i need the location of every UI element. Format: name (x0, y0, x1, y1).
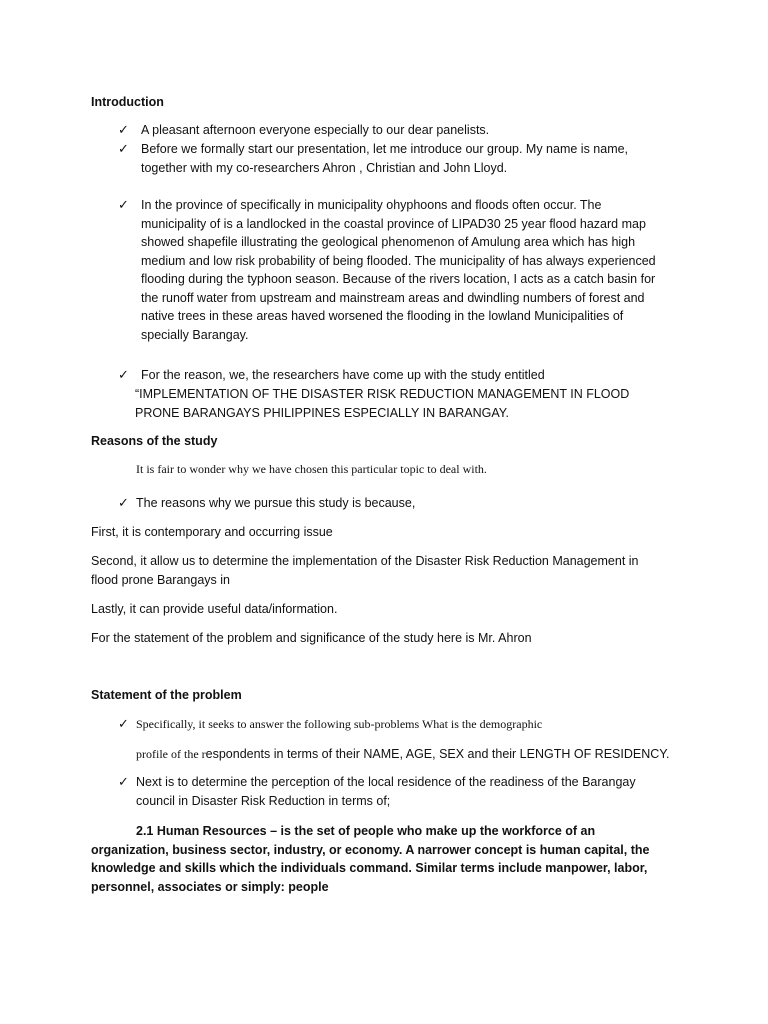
reasons-heading: Reasons of the study (91, 434, 218, 448)
intro-bullet-3: In the province of specifically in municipality ohyphoons and floods often occur. The municipality of is a landlocked in the coastal province of LIPAD30 25 year flood hazard map showed shapefile illustrating the geological phenomenon of Amulung area which has high medium and low risk probability of being flooded. The municipality of has always experienced flooding during the typhoon season. Because of the rivers location, I acts as a catch basin for the runoff water from upstream and mainstream areas and dwindling numbers of forest and native trees in these areas haved worsened the flooding in the lowland Municipalities of specially Barangay. (141, 198, 656, 342)
reason-first: First, it is contemporary and occurring issue (91, 525, 333, 539)
reason-second: Second, it allow us to determine the implementation of the Disaster Risk Reduction Management in flood prone Barangays in (91, 554, 639, 587)
human-resources-paragraph: 2.1 Human Resources – is the set of people who make up the workforce of an organization, business sector, industry, or economy. A narrower concept is human capital, the knowledge and skills which the individuals command. Similar terms include manpower, labor, personnel, associates or simply: people (91, 824, 650, 894)
checkmark-icon: ✓ (118, 774, 129, 789)
problem-bullet-2: Next is to determine the perception of the local residence of the readiness of the Barangay council in Disaster Risk Reduction in terms of; (136, 775, 636, 808)
intro-bullet-1: A pleasant afternoon everyone especially to our dear panelists. (141, 123, 490, 137)
checkmark-icon: ✓ (118, 197, 129, 212)
checkmark-icon: ✓ (118, 141, 129, 156)
problem-bullet-1: Specifically, it seeks to answer the following sub-problems What is the demographic (136, 717, 543, 731)
checkmark-icon: ✓ (118, 122, 129, 137)
profile-line-prefix: profile of the r (136, 747, 206, 761)
problem-heading: Statement of the problem (91, 688, 242, 702)
checkmark-icon: ✓ (118, 367, 129, 382)
introduction-heading: Introduction (91, 95, 164, 109)
checkmark-icon: ✓ (118, 495, 129, 510)
handoff-line: For the statement of the problem and significance of the study here is Mr. Ahron (91, 631, 532, 645)
checkmark-icon: ✓ (118, 716, 129, 731)
reason-lastly: Lastly, it can provide useful data/information. (91, 602, 338, 616)
intro-bullet-4: For the reason, we, the researchers have come up with the study entitled (141, 368, 545, 382)
profile-line-rest: espondents in terms of their NAME, AGE, SEX and their LENGTH OF RESIDENCY. (205, 747, 670, 761)
profile-line (136, 745, 696, 764)
reasons-intro-line: It is fair to wonder why we have chosen this particular topic to deal with. (136, 462, 487, 476)
intro-bullet-2: Before we formally start our presentation, let me introduce our group. My name is name, together with my co-researchers Ahron , Christian and John Lloyd. (141, 142, 629, 175)
reasons-bullet-1: The reasons why we pursue this study is because, (136, 496, 416, 510)
study-title: “IMPLEMENTATION OF THE DISASTER RISK REDUCTION MANAGEMENT IN FLOOD PRONE BARANGAYS PHILIPPINES ESPECIALLY IN BARANGAY. (135, 387, 630, 420)
